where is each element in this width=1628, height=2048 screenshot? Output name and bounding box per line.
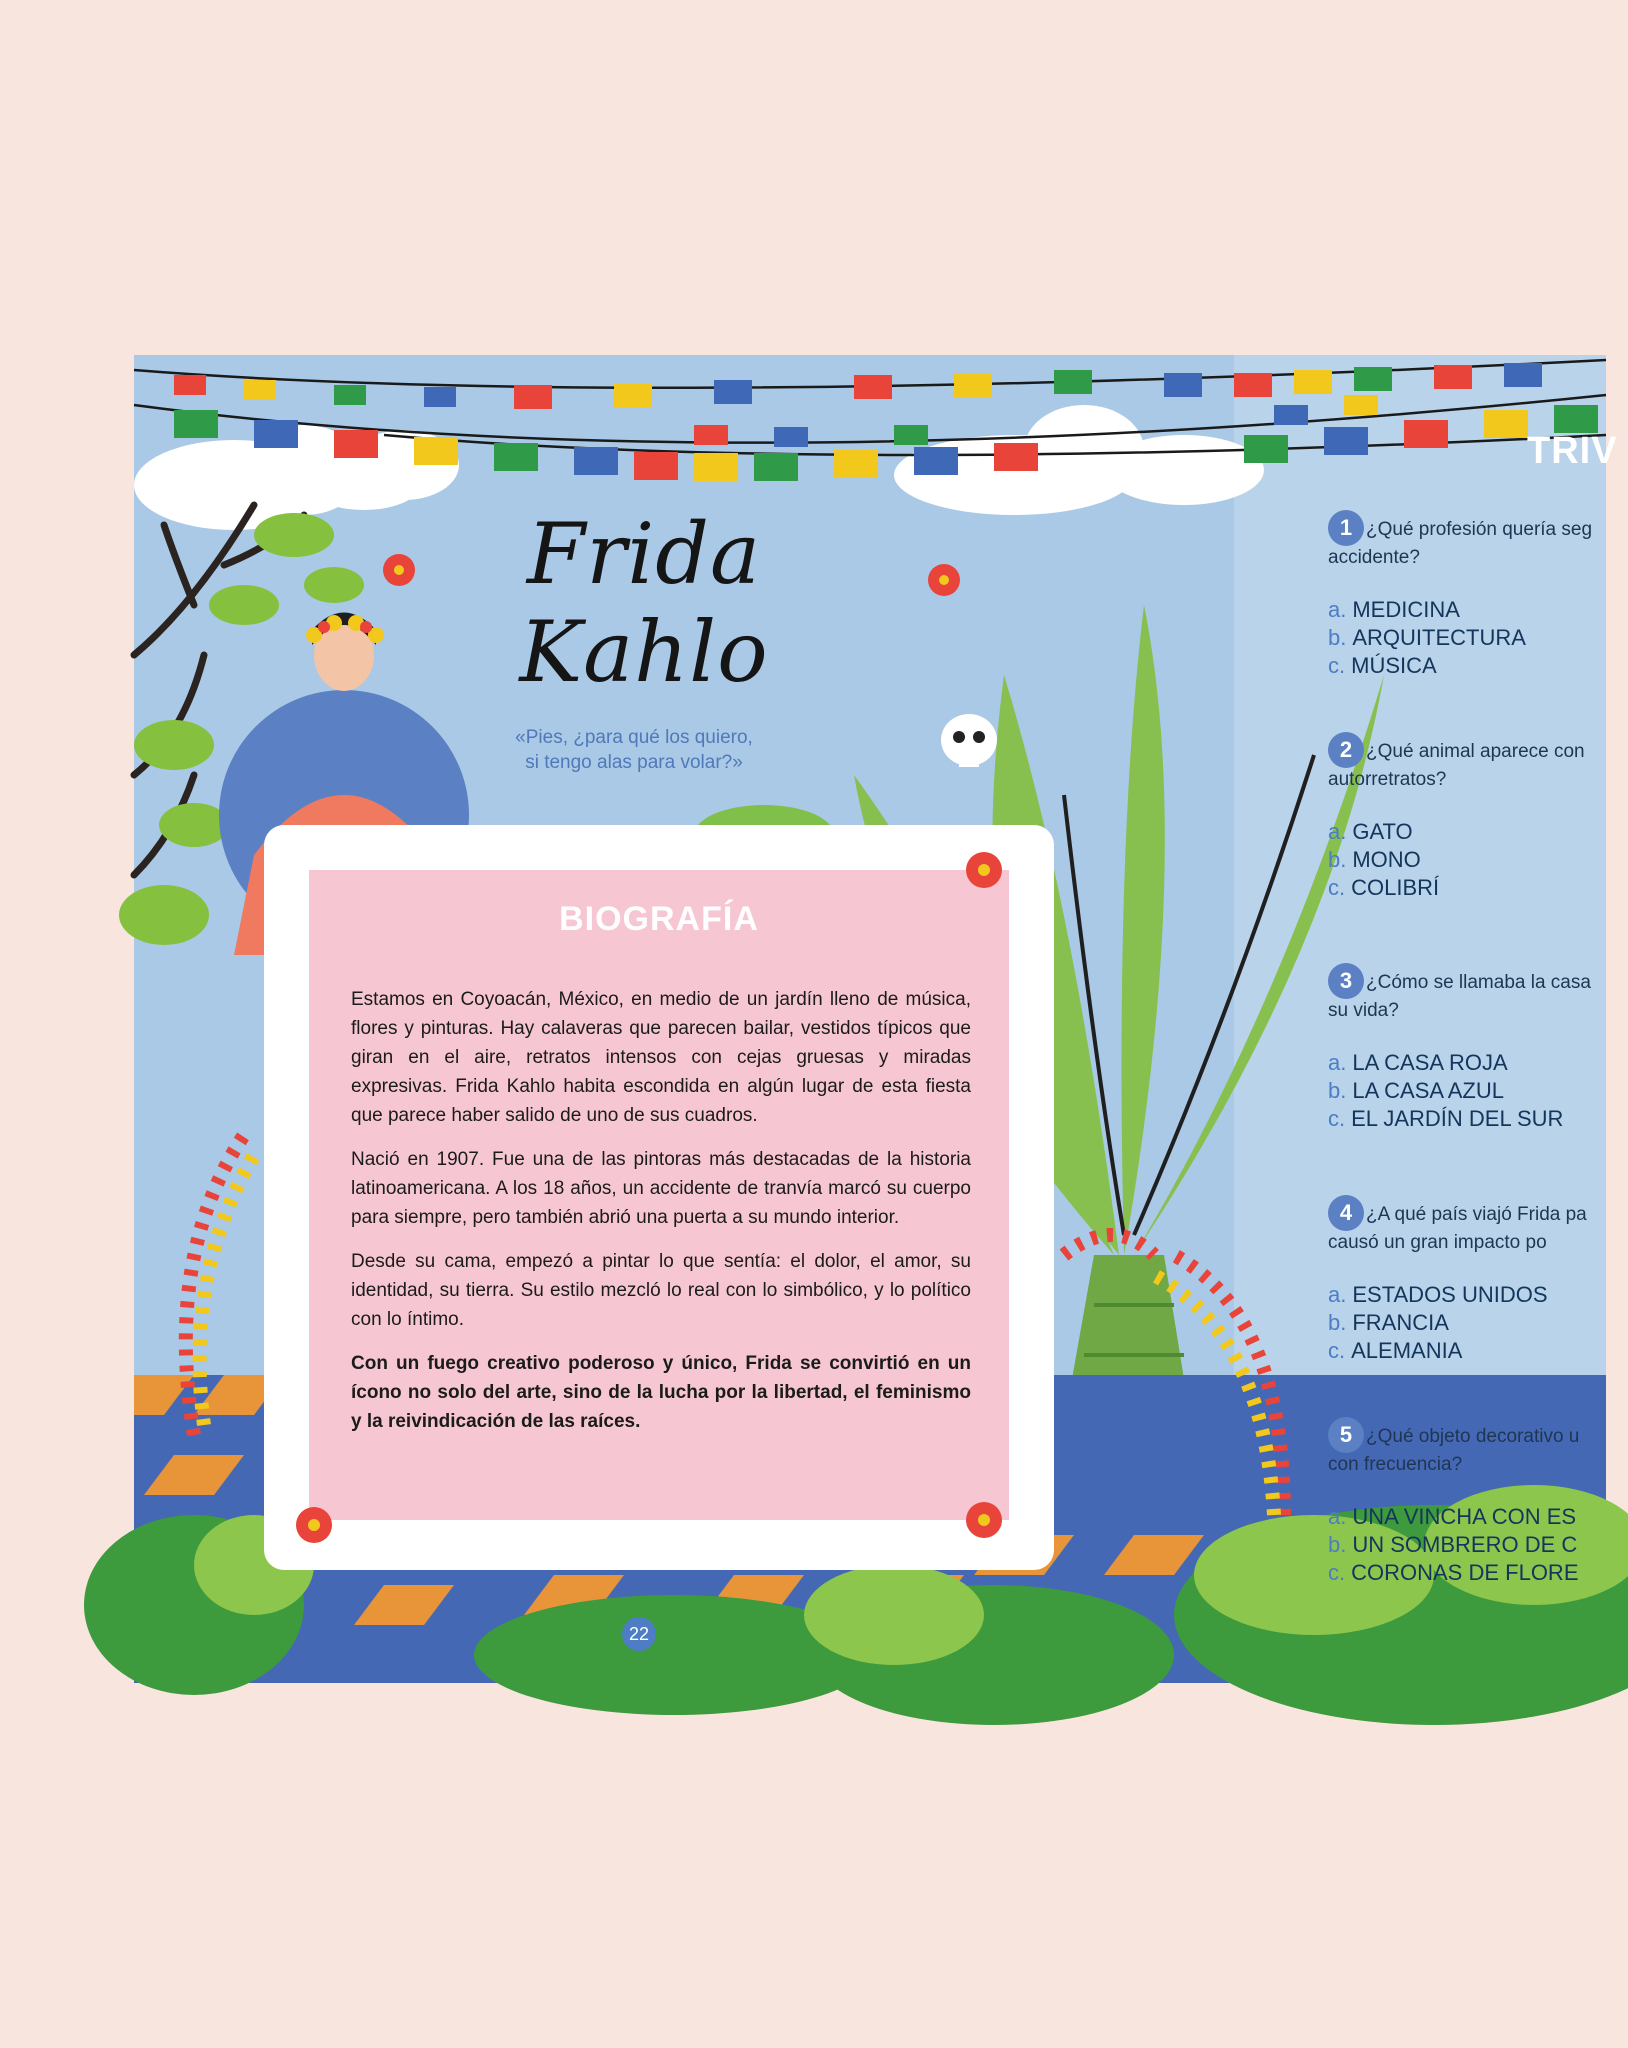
flower-icon xyxy=(954,840,1014,900)
question-text: ¿Qué animal aparece con xyxy=(1366,741,1585,762)
flower-icon xyxy=(928,564,960,596)
question-text: ¿Cómo se llamaba la casa xyxy=(1366,972,1591,993)
answer-option: c. EL JARDÍN DEL SUR xyxy=(1328,1106,1564,1131)
question-number: 1 xyxy=(1328,510,1364,546)
biography-paragraph: Desde su cama, empezó a pintar lo que sentía: el dolor, el amor, su identidad, su tierra. Su estilo mezcló lo real con lo simbólico, y lo político con lo íntimo. xyxy=(351,1251,971,1330)
flower-icon xyxy=(383,554,415,586)
question-text: causó un gran impacto po xyxy=(1328,1232,1547,1253)
answer-option: a. GATO xyxy=(1328,819,1413,844)
flower-icon xyxy=(284,1495,344,1555)
answer-options xyxy=(1328,1503,1628,1587)
answer-option: a. LA CASA ROJA xyxy=(1328,1050,1508,1075)
question-number: 3 xyxy=(1328,963,1364,999)
answer-options xyxy=(1328,818,1628,902)
question-text: ¿Qué objeto decorativo u xyxy=(1366,1426,1580,1447)
answer-option: b. MONO xyxy=(1328,847,1421,872)
answer-option: b. ARQUITECTURA xyxy=(1328,625,1526,650)
answer-option: a. UNA VINCHA CON ES xyxy=(1328,1504,1577,1529)
answer-options xyxy=(1328,1049,1628,1133)
page-title: Frida Kahlo xyxy=(519,505,769,701)
page-number: 22 xyxy=(622,1617,656,1651)
magazine-spread xyxy=(134,355,1618,1683)
answer-option: b. LA CASA AZUL xyxy=(1328,1078,1504,1103)
answer-option: a. ESTADOS UNIDOS xyxy=(1328,1282,1548,1307)
quote xyxy=(474,725,794,775)
answer-options xyxy=(1328,596,1628,680)
quote-line: si tengo alas para volar?» xyxy=(525,752,743,773)
question-number: 5 xyxy=(1328,1417,1364,1453)
quote-line: «Pies, ¿para qué los quiero, xyxy=(515,727,753,748)
question-text: con frecuencia? xyxy=(1328,1454,1463,1475)
biography-paragraph: Estamos en Coyoacán, México, en medio de un jardín lleno de música, flores y pinturas. Hay calaveras que parecen bailar, vestidos típicos que giran en el aire, retratos intensos con cejas gruesas y miradas expresivas. Frida Kahlo habita escondida en algún lugar de esta fiesta que parece haber salido de uno de sus cuadros. xyxy=(351,989,971,1126)
biography-paragraph: Con un fuego creativo poderoso y único, Frida se convirtió en un ícono no solo del arte, sino de la lucha por la libertad, el feminismo y la reivindicación de las raíces. xyxy=(351,1353,971,1432)
question-number: 4 xyxy=(1328,1195,1364,1231)
answer-option: c. MÚSICA xyxy=(1328,653,1437,678)
biography-paragraph: Nació en 1907. Fue una de las pintoras más destacadas de la historia latinoamericana. A los 18 años, un accidente de tranvía marcó su cuerpo para siempre, pero también abrió una puerta a su mundo interior. xyxy=(351,1149,971,1228)
answer-option: a. MEDICINA xyxy=(1328,597,1460,622)
answer-option: b. UN SOMBRERO DE C xyxy=(1328,1532,1578,1557)
answer-option: c. CORONAS DE FLORE xyxy=(1328,1560,1579,1585)
question-text: ¿Qué profesión quería seg xyxy=(1366,519,1593,540)
question-text: ¿A qué país viajó Frida pa xyxy=(1366,1204,1587,1225)
trivia-title: TRIV xyxy=(1527,430,1618,472)
biography-heading: BIOGRAFÍA xyxy=(559,900,759,938)
flower-icon xyxy=(954,1490,1014,1550)
answer-option: c. COLIBRÍ xyxy=(1328,875,1440,900)
answer-options xyxy=(1328,1281,1628,1365)
question-text: accidente? xyxy=(1328,547,1420,568)
answer-option: c. ALEMANIA xyxy=(1328,1338,1463,1363)
biography-text xyxy=(351,985,971,1451)
question-text: autorretratos? xyxy=(1328,769,1447,790)
question-text: su vida? xyxy=(1328,1000,1399,1021)
question-number: 2 xyxy=(1328,732,1364,768)
answer-option: b. FRANCIA xyxy=(1328,1310,1449,1335)
